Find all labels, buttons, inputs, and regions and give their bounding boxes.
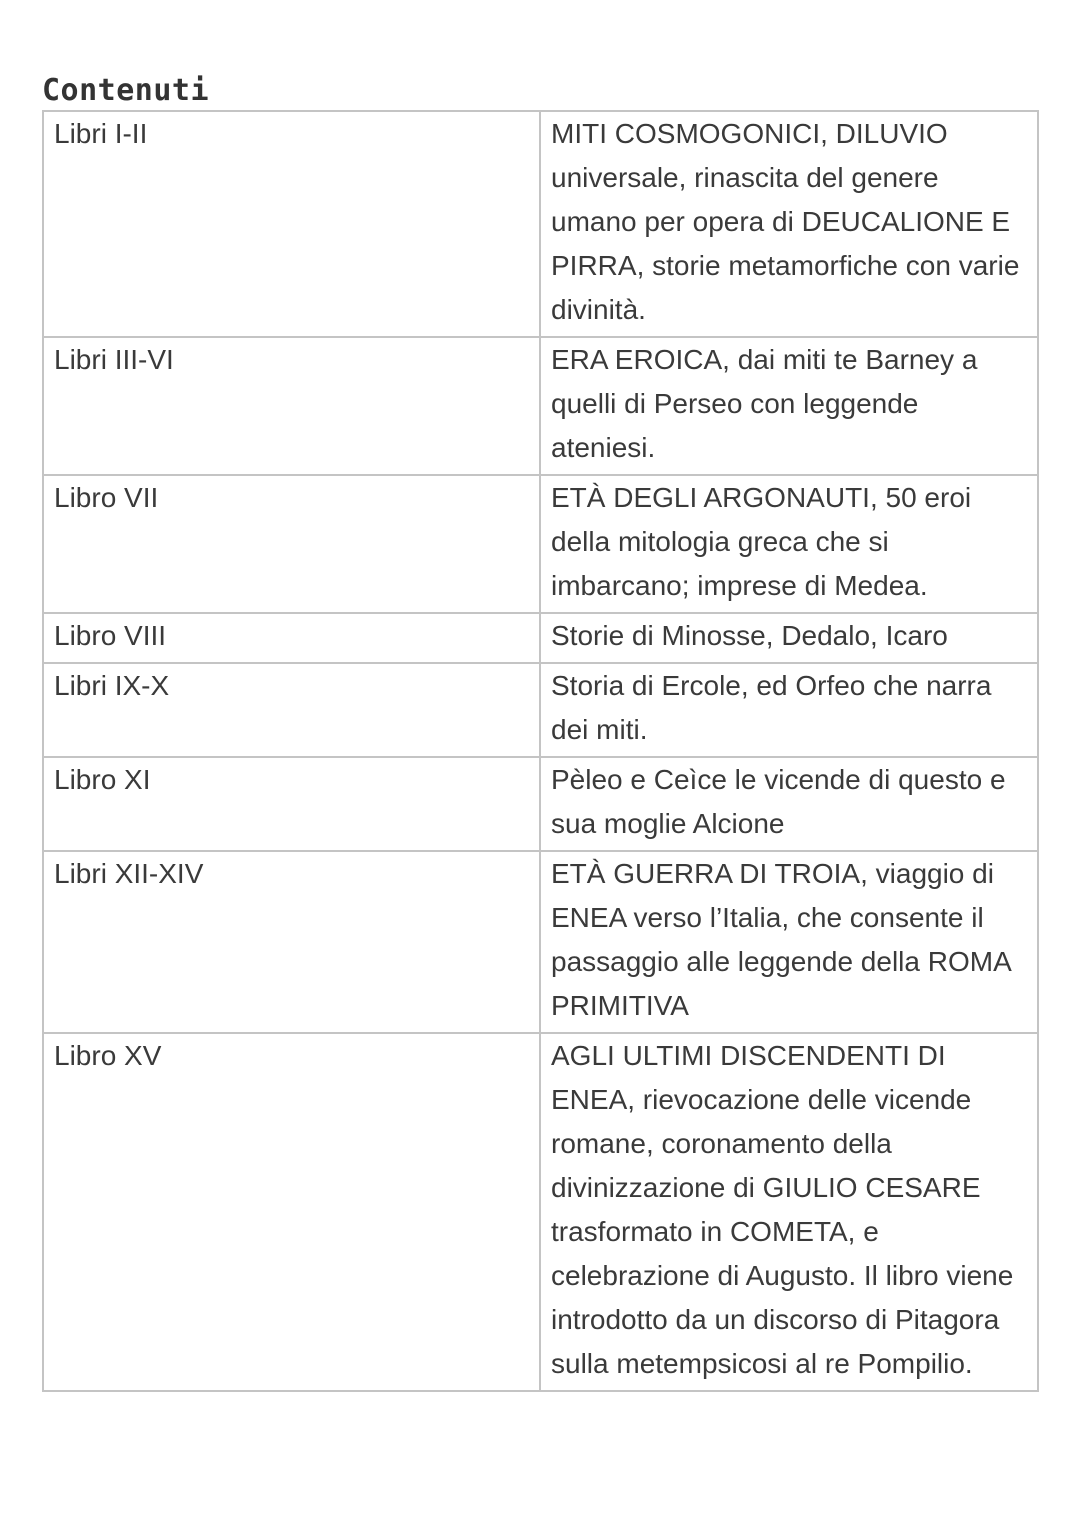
contents-table	[42, 110, 1039, 1392]
table-row	[43, 475, 1038, 613]
table-row	[43, 851, 1038, 1033]
content-cell: ETÀ GUERRA DI TROIA, viaggio di ENEA verso l’Italia, che consente il passaggio alle leggende della ROMA PRIMITIVA	[540, 851, 1038, 1033]
table-row	[43, 1033, 1038, 1391]
table-row	[43, 757, 1038, 851]
book-cell: Libri III-VI	[43, 337, 540, 475]
content-cell: ERA EROICA, dai miti te Barney a quelli di Perseo con leggende ateniesi.	[540, 337, 1038, 475]
content-cell: MITI COSMOGONICI, DILUVIO universale, rinascita del genere umano per opera di DEUCALIONE E PIRRA, storie metamorfiche con varie divinità.	[540, 111, 1038, 337]
book-cell: Libri IX-X	[43, 663, 540, 757]
content-cell: Pèleo e Ceìce le vicende di questo e sua moglie Alcione	[540, 757, 1038, 851]
content-cell: Storie di Minosse, Dedalo, Icaro	[540, 613, 1038, 663]
book-cell: Libro XI	[43, 757, 540, 851]
book-cell: Libro VIII	[43, 613, 540, 663]
table-row	[43, 337, 1038, 475]
table-row	[43, 663, 1038, 757]
table-row	[43, 613, 1038, 663]
content-cell: Storia di Ercole, ed Orfeo che narra dei miti.	[540, 663, 1038, 757]
book-cell: Libro VII	[43, 475, 540, 613]
book-cell: Libro XV	[43, 1033, 540, 1391]
book-cell: Libri I-II	[43, 111, 540, 337]
page-title: Contenuti	[42, 73, 210, 108]
table-row	[43, 111, 1038, 337]
book-cell: Libri XII-XIV	[43, 851, 540, 1033]
content-cell: AGLI ULTIMI DISCENDENTI DI ENEA, rievocazione delle vicende romane, coronamento della divinizzazione di GIULIO CESARE trasformato in COMETA, e celebrazione di Augusto. Il libro viene introdotto da un discorso di Pitagora sulla metempsicosi al re Pompilio.	[540, 1033, 1038, 1391]
content-cell: ETÀ DEGLI ARGONAUTI, 50 eroi della mitologia greca che si imbarcano; imprese di Medea.	[540, 475, 1038, 613]
